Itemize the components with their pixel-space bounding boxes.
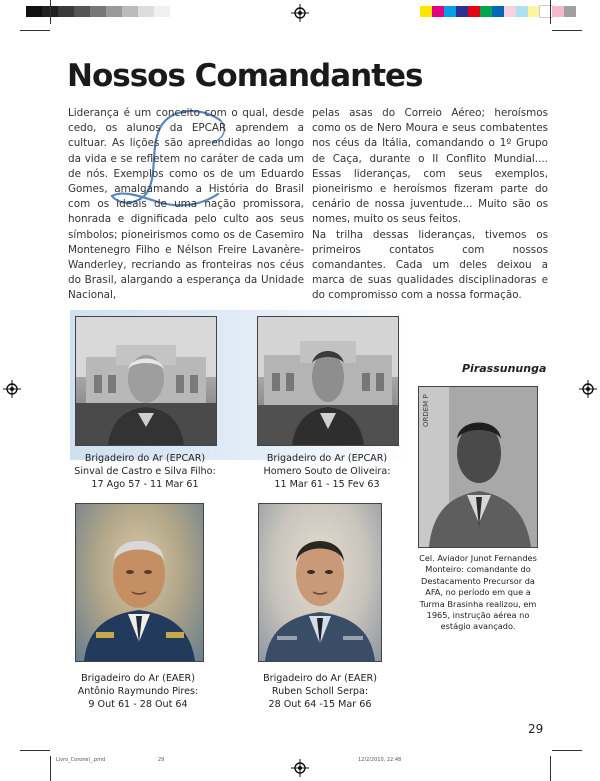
registration-mark-icon: [3, 380, 21, 398]
commander-caption: [240, 672, 400, 711]
commander-portrait-photo: [418, 386, 538, 548]
commander-rank: Brigadeiro do Ar (EAER): [263, 673, 377, 684]
caption-line: AFA, no período em que a: [425, 587, 531, 598]
crop-mark: [552, 30, 582, 31]
caption-line: Cel. Aviador Junot Fernandes: [419, 553, 537, 563]
commander-name: Antônio Raymundo Pires:: [77, 686, 199, 697]
crop-mark: [50, 0, 51, 24]
commander-name: Homero Souto de Oliveira:: [263, 466, 391, 477]
crop-mark: [50, 756, 51, 781]
caption-line: Turma Brasinha realizou, em: [419, 598, 537, 609]
commander-term: 28 Out 64 -15 Mar 66: [268, 699, 372, 710]
commander-caption: [242, 452, 412, 491]
commander-portrait-painting: [258, 503, 382, 662]
commander-portrait-photo: [257, 316, 399, 446]
crop-mark: [550, 0, 551, 24]
caption-line: Monteiro: comandante do: [425, 564, 531, 575]
caption-line: 1965, instrução aérea no: [426, 610, 530, 621]
slug-filename: Livro_Coronel_.pmd: [56, 757, 106, 763]
crop-mark: [550, 756, 551, 781]
commander-rank: Brigadeiro do Ar (EPCAR): [84, 453, 206, 464]
commander-portrait-photo: [75, 316, 217, 446]
commander-term: 9 Out 61 - 28 Out 64: [88, 699, 188, 710]
commander-portrait-painting: [75, 503, 204, 662]
registration-mark-icon: [579, 380, 597, 398]
intro-paragraph: Liderança é um conceito com o qual, desde cedo, os alunos da EPCAR aprendem a cultuar. As lições são apreendidas ao longo da vida e se refletem no caráter de cada um de nós. Exemplos como os de um Eduardo Gomes, amalgamando a História do Brasil com os ideais de uma nação promissora, honrada e dignificada pelo culto aos seus símbolos; pioneirismos como os de Casemiro Montenegro Filho e Nélson Freire Lavanère-Wanderley, recriando as fronteiras nos céus do Brasil, alargando a esperança da Unidade Nacional,: [68, 107, 304, 302]
commander-rank: Brigadeiro do Ar (EPCAR): [266, 453, 388, 464]
intro-left-column: [68, 106, 304, 304]
photo-background-sign: ORDEM P: [422, 394, 430, 427]
page-number: 29: [528, 722, 544, 736]
section-heading-pirassununga: Pirassununga: [462, 362, 547, 375]
commander-caption: [58, 672, 218, 711]
commander-name: Sinval de Castro e Silva Filho:: [74, 466, 216, 477]
registration-mark-icon: [291, 759, 309, 777]
slug-page: 29: [158, 757, 165, 763]
commander-caption: [60, 452, 230, 491]
intro-paragraph: pelas asas do Correio Aéreo; heroísmos como os de Nero Moura e seus combatentes nos céus da Itália, comandando o 1º Grupo de Caça, durante o II Conflito Mundial.... Essas lideranças, com seus exemplos, pioneirismo e heroísmos fizeram parte do cenário de nossa juventude... Muito são os nomes, muito os seus feitos.: [312, 107, 548, 226]
page-title: Nossos Comandantes: [67, 58, 423, 94]
pirassununga-caption: [414, 553, 542, 633]
slug-datetime: 12/2/2010, 22:48: [358, 757, 402, 763]
registration-mark-icon: [291, 4, 309, 22]
commander-term: 17 Ago 57 - 11 Mar 61: [91, 479, 199, 490]
caption-line: Destacamento Precursor da: [421, 575, 535, 586]
cmyk-color-bar: [420, 6, 576, 17]
commander-term: 11 Mar 61 - 15 Fev 63: [274, 479, 380, 490]
crop-mark: [552, 750, 582, 751]
crop-mark: [20, 750, 50, 751]
grayscale-color-bar: [26, 6, 170, 17]
intro-paragraph: Na trilha dessas lideranças, tivemos os primeiros contatos com nossos comandantes. Cada um deles deixou a marca de suas qualidades disciplinadoras e do compromisso com a nossa formação.: [312, 228, 548, 302]
crop-mark: [20, 30, 50, 31]
commander-name: Ruben Scholl Serpa:: [271, 686, 369, 697]
caption-line: estágio avançado.: [440, 621, 516, 632]
intro-right-column: [312, 106, 548, 304]
commander-rank: Brigadeiro do Ar (EAER): [81, 673, 195, 684]
